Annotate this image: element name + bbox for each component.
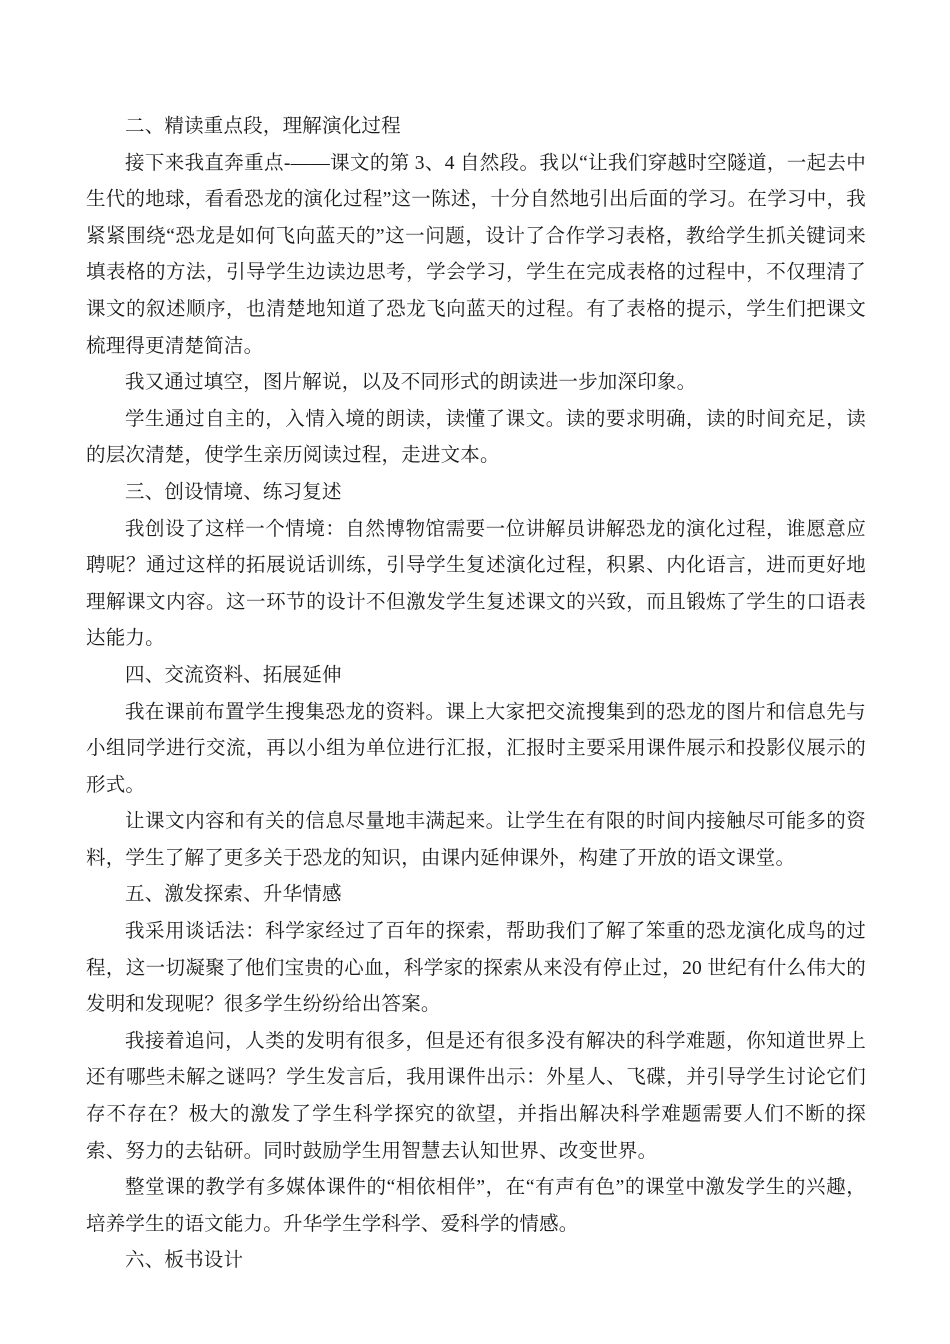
section-heading-2: 二、精读重点段，理解演化过程 — [125, 116, 401, 137]
paragraph: 整堂课的教学有多媒体课件的“相依相伴”，在“有声有色”的课堂中激发学生的兴趣，培养学生的语文能力。升华学生学科学、爱科学的情感。 — [86, 1177, 866, 1235]
section-heading-3: 三、创设情境、练习复述 — [125, 481, 342, 503]
paragraph: 我创设了这样一个情境：自然博物馆需要一位讲解员讲解恐龙的演化过程，谁愿意应聘呢？通过这样的拓展说话训练，引导学生复述演化过程，积累、内化语言，进而更好地理解课文内容。这一环节的设计不但激发学生复述课文的兴致，而且锻炼了学生的口语表达能力。 — [86, 518, 866, 650]
section-heading-4: 四、交流资料、拓展延伸 — [125, 664, 342, 686]
paragraph: 学生通过自主的，入情入境的朗读，读懂了课文。读的要求明确，读的时间充足，读的层次清楚，使学生亲历阅读过程，走进文本。 — [86, 408, 866, 467]
paragraph: 接下来我直奔重点-——课文的第 3、4 自然段。我以“让我们穿越时空隧道，一起去中生代的地球，看看恐龙的演化过程”这一陈述，十分自然地引出后面的学习。在学习中，我紧紧围绕“恐龙是如何飞向蓝天的”这一问题，设计了合作学习表格，教给学生抓关键词来填表格的方法，引导学生边读边思考，学会学习，学生在完成表格的过程中，不仅理清了课文的叙述顺序，也清楚地知道了恐龙飞向蓝天的过程。有了表格的提示，学生们把课文梳理得更清楚简洁。 — [86, 152, 866, 357]
paragraph: 我采用谈话法：科学家经过了百年的探索，帮助我们了解了笨重的恐龙演化成鸟的过程，这一切凝聚了他们宝贵的心血，科学家的探索从来没有停止过，20 世纪有什么伟大的发明和发现呢？很多学生纷纷给出答案。 — [86, 921, 866, 1016]
paragraph: 让课文内容和有关的信息尽量地丰满起来。让学生在有限的时间内接触尽可能多的资料，学生了解了更多关于恐龙的知识，由课内延伸课外，构建了开放的语文课堂。 — [86, 811, 866, 869]
document-content — [86, 109, 866, 1280]
paragraph: 我在课前布置学生搜集恐龙的资料。课上大家把交流搜集到的恐龙的图片和信息先与小组同学进行交流，再以小组为单位进行汇报，汇报时主要采用课件展示和投影仪展示的形式。 — [86, 701, 866, 796]
paragraph: 我接着追问，人类的发明有很多，但是还有很多没有解决的科学难题，你知道世界上还有哪些未解之谜吗？学生发言后，我用课件出示：外星人、飞碟，并引导学生讨论它们存不存在？极大的激发了学生科学探究的欲望，并指出解决科学难题需要人们不断的探索、努力的去钻研。同时鼓励学生用智慧去认知世界、改变世界。 — [86, 1030, 866, 1162]
section-heading-5: 五、激发探索、升华情感 — [125, 884, 342, 906]
paragraph: 我又通过填空，图片解说，以及不同形式的朗读进一步加深印象。 — [125, 372, 697, 394]
section-heading-6: 六、板书设计 — [125, 1250, 244, 1272]
